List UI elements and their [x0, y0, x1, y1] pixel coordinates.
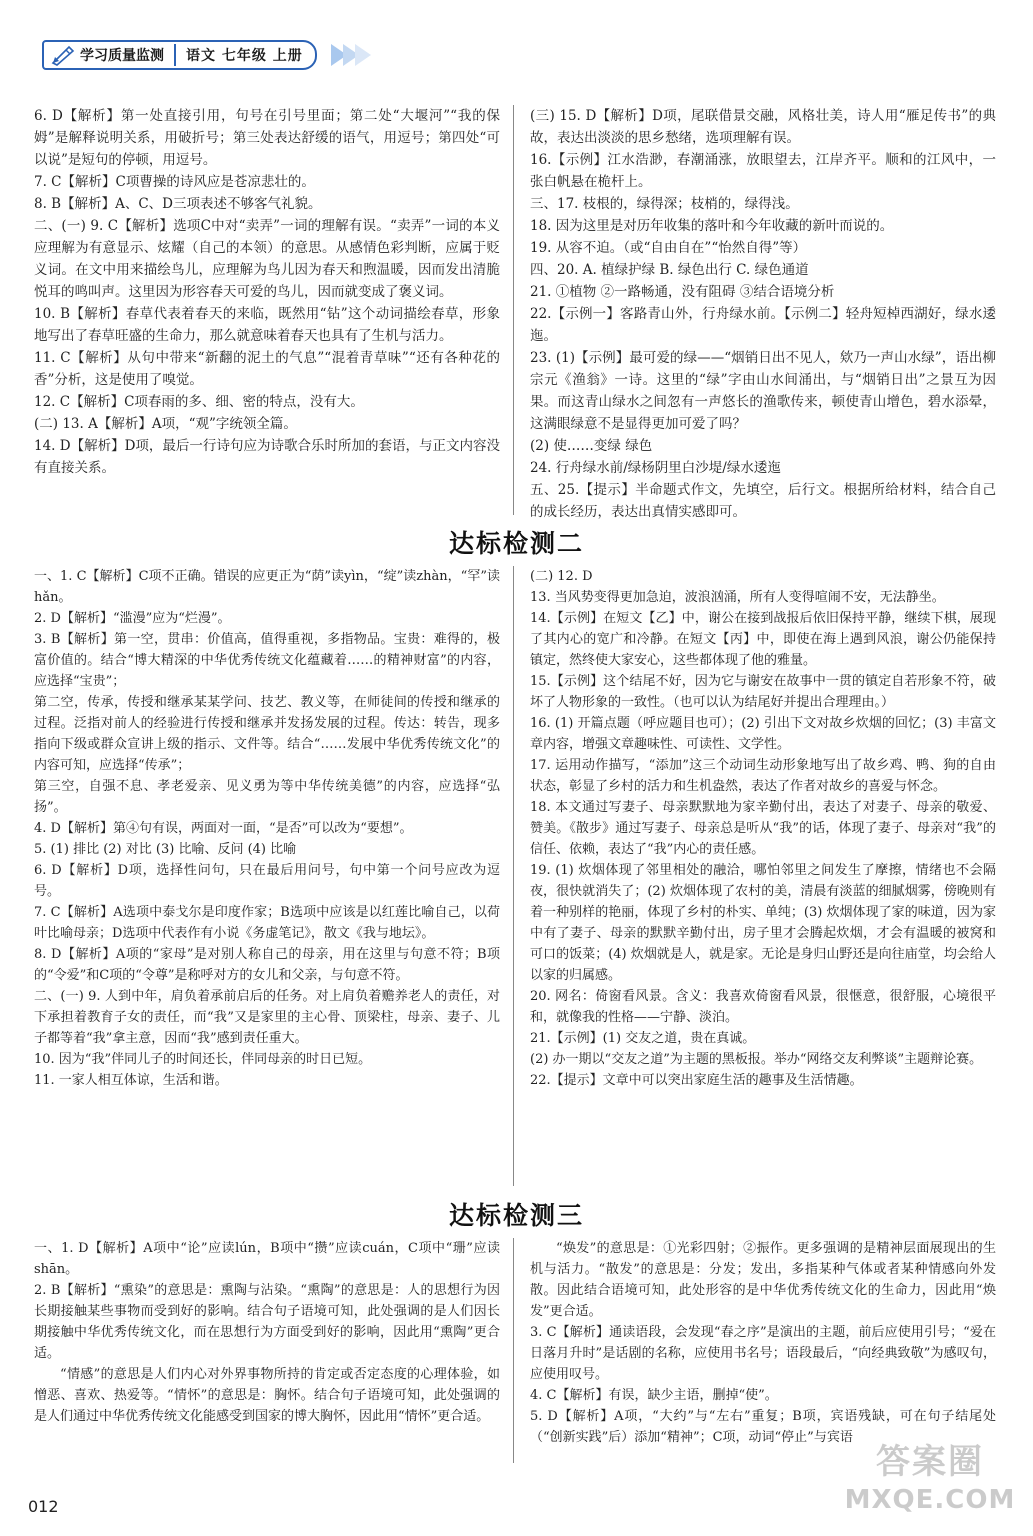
answer-item: (2) 使……变绿 绿色 — [530, 438, 653, 454]
section3-left-column — [34, 1238, 500, 1427]
book-subtitle: 语文 七年级 上册 — [186, 48, 303, 64]
watermark-text: 答案圈 — [876, 1442, 984, 1482]
column-divider — [513, 105, 514, 515]
column-divider — [513, 566, 514, 1186]
answer-item: 7. C【解析】A选项中泰戈尔是印度作家；B选项中应该是以红莲比喻自己，以荷叶比喻母亲；D选项中代表作有小说《务虚笔记》，散文《我与地坛》。 — [34, 905, 500, 941]
answer-item: (二) 13. A【解析】A项，“观”字统领全篇。 — [34, 416, 297, 432]
answer-item: 10. B【解析】春草代表着春天的来临，既然用“钻”这个动词描绘春草，形象地写出了春草旺盛的生命力，那么就意味着春天也具有了生机与活力。 — [34, 306, 500, 344]
answer-item: 13. 当风势变得更加急迫，波浪汹涌，所有人变得喧闹不安，无法静坐。 — [530, 590, 945, 605]
answer-item: 5. (1) 排比 (2) 对比 (3) 比喻、反问 (4) 比喻 — [34, 842, 297, 857]
answer-item: 5. D【解析】A项，“大约”与“左右”重复；B项，宾语残缺，可在句子结尾处（“创新实践”后）添加“精神”；C项，动词“停止”与宾语 — [530, 1409, 996, 1445]
answer-item: 11. C【解析】从句中带来“新翻的泥土的气息”“混着青草味”“还有各种花的香”分析，这是使用了嗅觉。 — [34, 350, 500, 388]
answer-item: “焕发”的意思是：①光彩四射；②振作。更多强调的是精神层面展现出的生机与活力。“散发”的意思是：分发；发出，多指某种气体或者某种情感向外发散。因此结合语境可知，此处形容的是中华优秀传统文化的生命力，因此用“焕发”更合适。 — [530, 1241, 996, 1319]
answer-item: 24. 行舟绿水前/绿杨阴里白沙堤/绿水逶迤 — [530, 460, 781, 476]
header-tab — [42, 40, 317, 70]
answer-item: 2. B【解析】“熏染”的意思是：熏陶与沾染。“熏陶”的意思是：人的思想行为因长期接触某些事物而受到好的影响。结合句子语境可知，此处强调的是人们因长期接触中华优秀传统文化，而在思想行为方面受到好的影响，因此用“熏陶”更合适。 — [34, 1283, 500, 1361]
watermark-url: MXQE.COM — [844, 1485, 1016, 1515]
chevron-arrows-icon — [331, 44, 367, 66]
answer-item: 12. C【解析】C项春雨的多、细、密的特点，没有大。 — [34, 394, 364, 410]
answer-item: 三、17. 枝根的，绿得深；枝梢的，绿得浅。 — [530, 196, 799, 212]
answer-item: 8. B【解析】A、C、D三项表述不够客气礼貌。 — [34, 196, 322, 212]
answer-item: (2) 办一期以“交友之道”为主题的黑板报。举办“网络交友利弊谈”主题辩论赛。 — [530, 1052, 983, 1067]
section2-right-column — [530, 566, 996, 1091]
answer-item: 20. 网名：倚窗看风景。含义：我喜欢倚窗看风景，很惬意，很舒服，心境很平和，就像我的性格——宁静、淡泊。 — [530, 989, 996, 1025]
series-title: 学习质量监测 — [80, 48, 164, 64]
section3-title: 达标检测三 — [448, 1201, 584, 1230]
section2-title: 达标检测二 — [448, 529, 584, 558]
page-number: 012 — [28, 1497, 59, 1516]
section1-right-column — [530, 105, 996, 523]
answer-item: 四、20. A. 植绿护绿 B. 绿色出行 C. 绿色通道 — [530, 262, 809, 278]
answer-item: 二、(一) 9. 人到中年，肩负着承前启后的任务。对上肩负着赡养老人的责任，对下承担着教育子女的责任，而“我”又是家里的主心骨、顶梁柱，母亲、妻子、儿子都等着“我”拿主意，因而“我”感到责任重大。 — [34, 989, 500, 1046]
watermark-logo — [840, 1440, 1020, 1530]
answer-item: “情感”的意思是人们内心对外界事物所持的肯定或否定态度的心理体验，如憎恶、喜欢、热爱等。“情怀”的意思是：胸怀。结合句子语境可知，此处强调的是人们通过中华优秀传统文化能感受到国家的博大胸怀，因此用“情怀”更合适。 — [34, 1367, 500, 1424]
answer-item: 22.【示例一】客路青山外，行舟绿水前。【示例二】轻舟短棹西湖好，绿水逶迤。 — [530, 306, 996, 344]
answer-item: 19. (1) 炊烟体现了邻里相处的融洽，哪怕邻里之间发生了摩擦，情绪也不会隔夜，很快就消失了；(2) 炊烟体现了农村的美，清晨有淡蓝的细腻烟雾，傍晚则有着一种别样的艳丽，体现了乡村的朴实、单纯；(3) 炊烟体现了家的味道，因为家中有了妻子、母亲的默默辛勤付出，房子里才会腾起炊烟，才会有温暖的被窝和可口的饭菜；(4) 炊烟就是人，就是家。无论是身归山野还是向往庙堂，均会给人以家的归属感。 — [530, 863, 996, 983]
answer-item: 15.【示例】这个结尾不好，因为它与谢安在故事中一贯的镇定自若形象不符，破坏了人物形象的一致性。（也可以认为结尾好并提出合理理由。） — [530, 674, 996, 710]
answer-item: 21. ①植物 ②一路畅通，没有阻碍 ③结合语境分析 — [530, 284, 835, 300]
section3-right-column — [530, 1238, 996, 1448]
answer-item: 五、25.【提示】半命题式作文，先填空，后行文。根据所给材料，结合自己的成长经历，表达出真情实感即可。 — [530, 482, 996, 520]
answer-item: 16. (1) 开篇点题（呼应题目也可）；(2) 引出下文对故乡炊烟的回忆；(3) 丰富文章内容，增强文章趣味性、可读性、文学性。 — [530, 716, 996, 752]
answer-item: 7. C【解析】C项曹操的诗风应是苍凉悲壮的。 — [34, 174, 315, 190]
answer-item: 一、1. C【解析】C项不正确。错误的应更正为“荫”读yìn，“绽”读zhàn，“罕”读hǎn。 — [34, 569, 500, 605]
book-header — [42, 40, 367, 70]
answer-item: 18. 因为这里是对历年收集的落叶和今年收藏的新叶而说的。 — [530, 218, 894, 234]
answer-item: 14.【示例】在短文【乙】中，谢公在接到战报后依旧保持平静，继续下棋，展现了其内心的宽广和冷静。在短文【丙】中，即使在海上遇到风浪，谢公仍能保持镇定，然终使大家安心，这些都体现了他的雅量。 — [530, 611, 996, 668]
answer-item: 19. 从容不迫。（或“自由自在”“怡然自得”等） — [530, 240, 807, 256]
answer-item: 2. D【解析】“滥漫”应为“烂漫”。 — [34, 611, 231, 626]
column-divider — [513, 1238, 514, 1463]
answer-item: 23. (1)【示例】最可爱的绿——“烟销日出不见人，欸乃一声山水绿”，语出柳宗元《渔翁》一诗。这里的“绿”字由山水间涌出，与“烟销日出”之景互为因果。而这青山绿水之间忽有一声悠长的渔歌传来，顿使青山增色，碧水添晕，这满眼绿意不是显得更加可爱了吗？ — [530, 350, 996, 432]
answer-item: 4. D【解析】第④句有误，两面对一面，“是否”可以改为“要想”。 — [34, 821, 413, 836]
header-separator — [174, 44, 176, 66]
answer-item: 第二空，传承，传授和继承某某学问、技艺、教义等，在师徒间的传授和继承的过程。泛指对前人的经验进行传授和继承并发扬发展的过程。传达：转告，现多指向下级或群众宣讲上级的指示、文件等。结合“……发展中华优秀传统文化”的内容可知，应选择“传承”； — [34, 695, 500, 773]
answer-item: 4. C【解析】有误，缺少主语，删掉“使”。 — [530, 1388, 778, 1403]
answer-item: 10. 因为“我”伴同儿子的时间还长，伴同母亲的时日已短。 — [34, 1052, 372, 1067]
answer-item: 14. D【解析】D项，最后一行诗句应为诗歌合乐时所加的套语，与正文内容没有直接关系。 — [34, 438, 500, 476]
answer-item: 6. D【解析】第一处直接引用，句号在引号里面；第二处“大堰河”“我的保姆”是解释说明关系，用破折号；第三处表达舒缓的语气，用逗号；第四处“可以说”是短句的停顿，用逗号。 — [34, 108, 500, 168]
answer-item: 8. D【解析】A项的“家母”是对别人称自己的母亲，用在这里与句意不符；B项的“令爱”和C项的“令尊”是称呼对方的女儿和父亲，与句意不符。 — [34, 947, 500, 983]
section2-left-column — [34, 566, 500, 1091]
answer-item: 16.【示例】江水浩渺，春潮涌涨，放眼望去，江岸齐平。顺和的江风中，一张白帆悬在桅杆上。 — [530, 152, 996, 190]
answer-item: 3. B【解析】第一空，贯串：价值高，值得重视，多指物品。宝贵：难得的，极富价值的。结合“博大精深的中华优秀传统文化蕴藏着……的精神财富”的内容，应选择“宝贵”； — [34, 632, 500, 689]
answer-item: (二) 12. D — [530, 569, 593, 584]
section1-left-column — [34, 105, 500, 479]
pen-icon — [50, 44, 76, 66]
answer-item: 二、(一) 9. C【解析】选项C中对“卖弄”一词的理解有误。“卖弄”一词的本义应理解为有意显示、炫耀（自己的本领）的意思。从感情色彩判断，应属于贬义词。在文中用来描绘鸟儿，应理解为鸟儿因为春天和煦温暖，因而发出清脆悦耳的鸣叫声。这里因为形容春天可爱的鸟儿，因而就变成了褒义词。 — [34, 218, 500, 300]
answer-item: (三) 15. D【解析】D项，尾联借景交融，风格壮美，诗人用“雁足传书”的典故，表达出淡淡的思乡愁绪，选项理解有误。 — [530, 108, 996, 146]
answer-item: 第三空，自强不息、孝老爱亲、见义勇为等中华传统美德”的内容，应选择“弘扬”。 — [34, 779, 500, 815]
answer-item: 21.【示例】(1) 交友之道，贵在真诚。 — [530, 1031, 756, 1046]
answer-item: 6. D【解析】D项，选择性问句，只在最后用问号，句中第一个问号应改为逗号。 — [34, 863, 500, 899]
answer-item: 3. C【解析】通读语段，会发现“春之序”是演出的主题，前后应使用引号；“爱在日落月升时”是话剧的名称，应使用书名号；语段最后，“向经典致敬”为感叹句，应使用叹号。 — [530, 1325, 996, 1382]
answer-item: 一、1. D【解析】A项中“论”应读lún，B项中“攒”应读cuán，C项中“珊”应读shān。 — [34, 1241, 500, 1277]
answer-item: 22.【提示】文章中可以突出家庭生活的趣事及生活情趣。 — [530, 1073, 863, 1088]
answer-item: 11. 一家人相互体谅，生活和谐。 — [34, 1073, 228, 1088]
answer-item: 17. 运用动作描写，“添加”这三个动词生动形象地写出了故乡鸡、鸭、狗的自由状态，彰显了乡村的活力和生机盎然，表达了作者对故乡的喜爱与怀念。 — [530, 758, 996, 794]
answer-item: 18. 本文通过写妻子、母亲默默地为家辛勤付出，表达了对妻子、母亲的敬爱、赞美。《散步》通过写妻子、母亲总是听从“我”的话，体现了妻子、母亲对“我”的信任、依赖，表达了“我”内心的责任感。 — [530, 800, 996, 857]
